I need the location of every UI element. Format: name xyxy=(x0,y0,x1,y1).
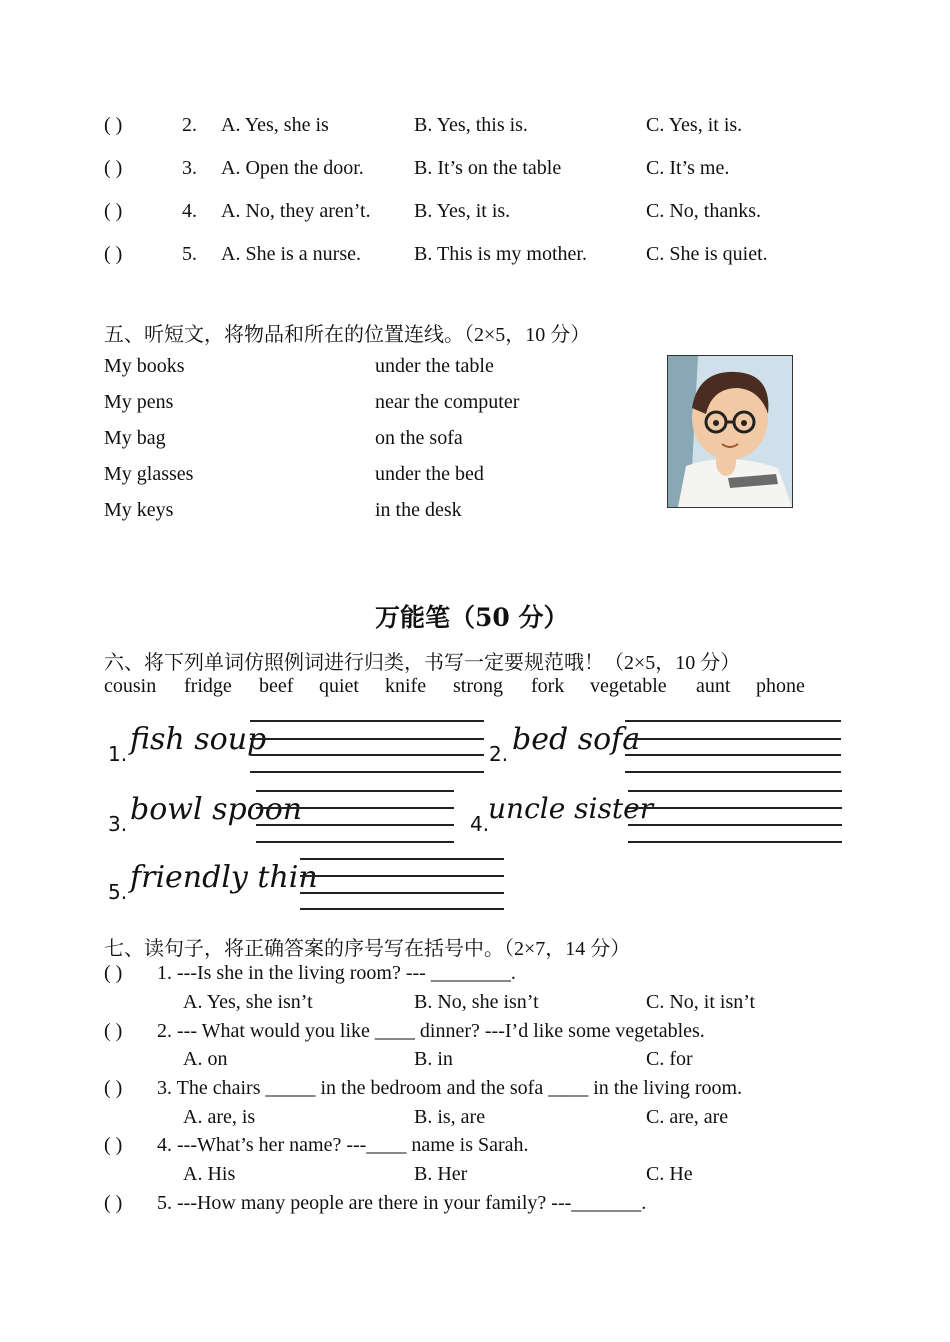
answer-bracket[interactable]: ( ) xyxy=(104,962,123,984)
question-number: 3. xyxy=(182,157,197,179)
option-c: C. Yes, it is. xyxy=(646,114,743,136)
option-c: C. No, it isn’t xyxy=(646,991,756,1013)
option-a: A. She is a nurse. xyxy=(221,243,361,265)
match-item[interactable]: My glasses xyxy=(104,463,194,485)
writing-line[interactable] xyxy=(250,771,484,773)
question-number: 5. xyxy=(182,243,197,265)
option-b: B. No, she isn’t xyxy=(414,991,539,1013)
writing-line[interactable] xyxy=(256,824,454,826)
section7-heading: 七、读句子，将正确答案的序号写在括号中。（2×7，14 分） xyxy=(104,938,631,960)
writing-line[interactable] xyxy=(625,771,841,773)
boy-illustration xyxy=(667,355,793,508)
group-example: fish soup xyxy=(130,722,267,757)
group-example: bowl spoon xyxy=(130,792,303,827)
question-number: 4. xyxy=(182,200,197,222)
option-b: B. This is my mother. xyxy=(414,243,587,265)
word-chip: aunt xyxy=(696,675,731,697)
match-place[interactable]: under the table xyxy=(375,355,494,377)
group-example: friendly thin xyxy=(130,860,318,895)
answer-bracket[interactable]: ( ) xyxy=(104,157,123,179)
writing-line[interactable] xyxy=(625,720,841,722)
answer-bracket[interactable]: ( ) xyxy=(104,1020,123,1042)
writing-line[interactable] xyxy=(250,720,484,722)
section5-heading: 五、听短文，将物品和所在的位置连线。（2×5，10 分） xyxy=(104,324,591,346)
option-a: A. No, they aren’t. xyxy=(221,200,371,222)
word-chip: fridge xyxy=(184,675,232,697)
boy-with-glasses-icon xyxy=(668,356,792,507)
part-title: 万能笔（50 分） xyxy=(375,603,569,632)
writing-line[interactable] xyxy=(300,858,504,860)
match-place[interactable]: on the sofa xyxy=(375,427,463,449)
answer-bracket[interactable]: ( ) xyxy=(104,200,123,222)
option-c: C. It’s me. xyxy=(646,157,730,179)
writing-line[interactable] xyxy=(256,841,454,843)
question-number: 2. xyxy=(182,114,197,136)
word-chip: vegetable xyxy=(590,675,667,697)
option-c: C. No, thanks. xyxy=(646,200,761,222)
option-a: A. Yes, she is xyxy=(221,114,329,136)
word-chip: fork xyxy=(531,675,565,697)
option-a: A. Yes, she isn’t xyxy=(183,991,313,1013)
option-b: B. Yes, this is. xyxy=(414,114,528,136)
choice-row xyxy=(0,243,950,273)
option-a: A. on xyxy=(183,1048,228,1070)
writing-line[interactable] xyxy=(628,841,842,843)
writing-line[interactable] xyxy=(250,738,484,740)
group-number: 2. xyxy=(489,742,509,766)
question-text: 2. --- What would you like ____ dinner? ---I’d like some vegetables. xyxy=(157,1020,705,1042)
choice-row xyxy=(0,157,950,187)
option-c: C. are, are xyxy=(646,1106,729,1128)
option-c: C. He xyxy=(646,1163,693,1185)
answer-bracket[interactable]: ( ) xyxy=(104,1192,123,1214)
option-c: C. for xyxy=(646,1048,693,1070)
group-example: bed sofa xyxy=(512,722,641,757)
answer-bracket[interactable]: ( ) xyxy=(104,243,123,265)
group-number: 4. xyxy=(470,812,490,836)
question-text: 1. ---Is she in the living room? --- ________. xyxy=(157,962,516,984)
writing-line[interactable] xyxy=(628,790,842,792)
word-chip: beef xyxy=(259,675,294,697)
option-c: C. She is quiet. xyxy=(646,243,768,265)
section6-heading: 六、将下列单词仿照例词进行归类，书写一定要规范哦！（2×5，10 分） xyxy=(104,652,741,674)
match-place[interactable]: near the computer xyxy=(375,391,520,413)
match-place[interactable]: under the bed xyxy=(375,463,484,485)
option-a: A. are, is xyxy=(183,1106,256,1128)
choice-row xyxy=(0,114,950,144)
group-number: 5. xyxy=(108,880,128,904)
answer-bracket[interactable]: ( ) xyxy=(104,114,123,136)
writing-line[interactable] xyxy=(256,807,454,809)
word-chip: cousin xyxy=(104,675,157,697)
match-item[interactable]: My pens xyxy=(104,391,174,413)
word-chip: knife xyxy=(385,675,427,697)
question-text: 3. The chairs _____ in the bedroom and the sofa ____ in the living room. xyxy=(157,1077,743,1099)
question-text: 4. ---What’s her name? ---____ name is Sarah. xyxy=(157,1134,529,1156)
writing-line[interactable] xyxy=(625,754,841,756)
option-b: B. Yes, it is. xyxy=(414,200,511,222)
writing-line[interactable] xyxy=(250,754,484,756)
writing-line[interactable] xyxy=(256,790,454,792)
group-example: uncle sister xyxy=(488,792,654,825)
answer-bracket[interactable]: ( ) xyxy=(104,1077,123,1099)
writing-line[interactable] xyxy=(300,908,504,910)
option-b: B. is, are xyxy=(414,1106,486,1128)
option-a: A. His xyxy=(183,1163,236,1185)
word-chip: strong xyxy=(453,675,503,697)
match-item[interactable]: My books xyxy=(104,355,185,377)
word-chip: phone xyxy=(756,675,805,697)
choice-row xyxy=(0,200,950,230)
writing-line[interactable] xyxy=(628,807,842,809)
group-number: 3. xyxy=(108,812,128,836)
option-b: B. Her xyxy=(414,1163,468,1185)
writing-line[interactable] xyxy=(625,738,841,740)
writing-line[interactable] xyxy=(300,892,504,894)
group-number: 1. xyxy=(108,742,128,766)
writing-line[interactable] xyxy=(628,824,842,826)
match-place[interactable]: in the desk xyxy=(375,499,462,521)
word-chip: quiet xyxy=(319,675,359,697)
match-item[interactable]: My keys xyxy=(104,499,174,521)
writing-line[interactable] xyxy=(300,875,504,877)
option-b: B. It’s on the table xyxy=(414,157,562,179)
option-b: B. in xyxy=(414,1048,453,1070)
match-item[interactable]: My bag xyxy=(104,427,166,449)
option-a: A. Open the door. xyxy=(221,157,364,179)
answer-bracket[interactable]: ( ) xyxy=(104,1134,123,1156)
question-text: 5. ---How many people are there in your family? ---_______. xyxy=(157,1192,647,1214)
